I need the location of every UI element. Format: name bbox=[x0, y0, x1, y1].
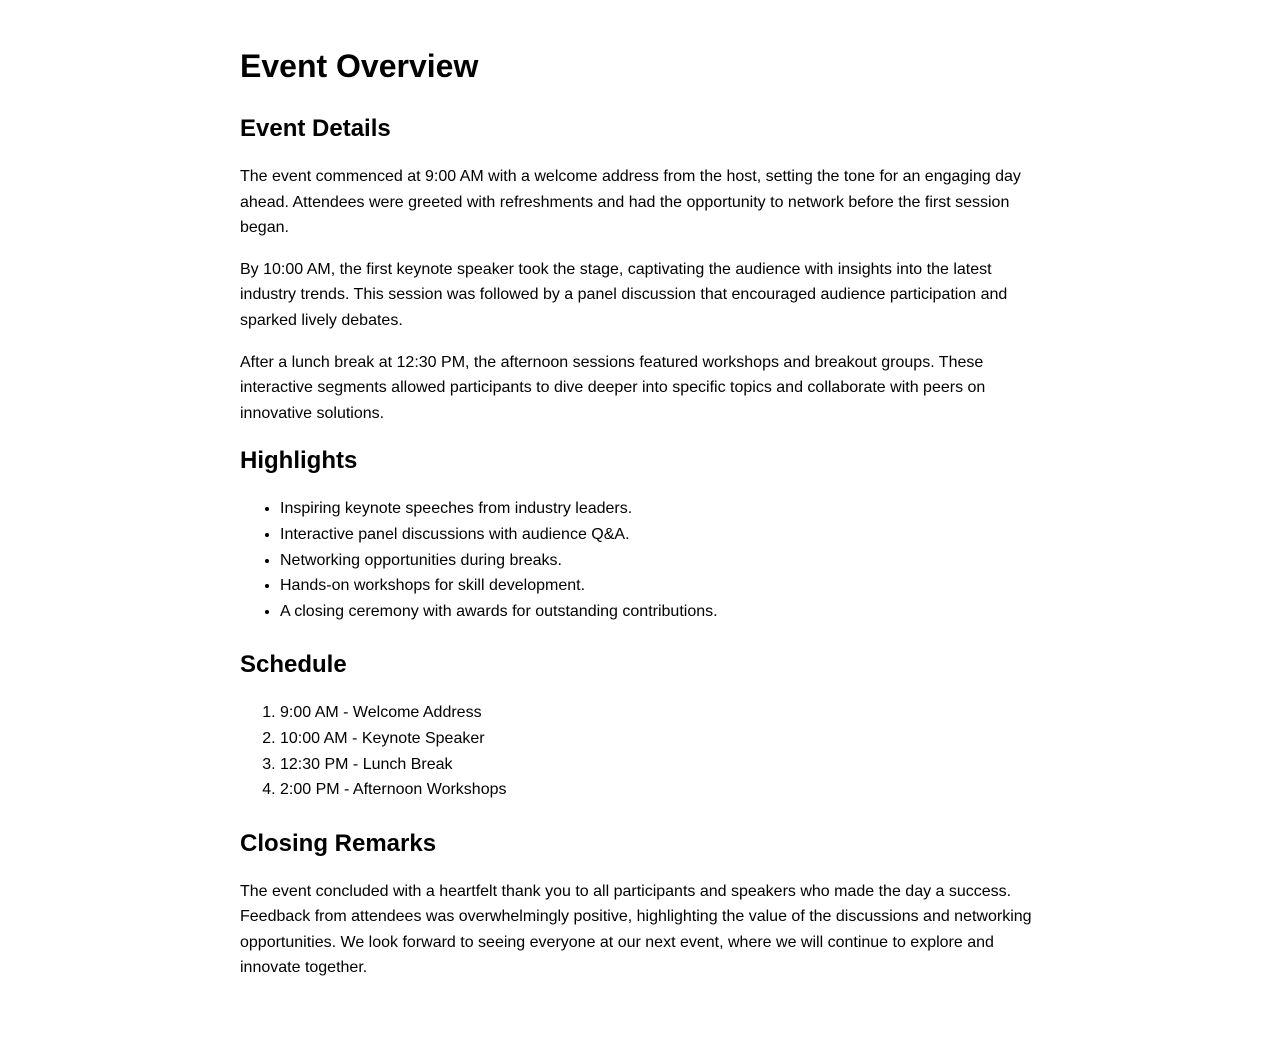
page-title: Event Overview bbox=[240, 48, 479, 84]
closing-section bbox=[240, 829, 1040, 981]
closing-heading: Closing Remarks bbox=[240, 829, 437, 857]
event-details-section bbox=[240, 114, 1040, 426]
event-details-heading: Event Details bbox=[240, 115, 391, 142]
event-details-paragraph: By 10:00 AM, the first keynote speaker took the stage, captivating the audience with insights into the latest industry trends. This session was followed by a panel discussion that encouraged audience participation and sparked lively debates. bbox=[240, 260, 1008, 329]
list-item: 2. 10:00 AM - Keynote Speaker bbox=[280, 726, 1040, 752]
event-details-paragraph: The event commenced at 9:00 AM with a welcome address from the host, setting the tone for an engaging day ahead. Attendees were greeted with refreshments and had the opportunity to network before the first session began. bbox=[240, 168, 1021, 237]
schedule-section bbox=[240, 650, 1040, 802]
schedule-heading: Schedule bbox=[240, 651, 347, 679]
highlights-section bbox=[240, 446, 1040, 624]
list-item: • Interactive panel discussions with audience Q&A. bbox=[280, 522, 1040, 548]
list-item: • Networking opportunities during breaks. bbox=[280, 548, 1040, 574]
highlights-heading: Highlights bbox=[240, 447, 358, 475]
list-item: • Inspiring keynote speeches from industry leaders. bbox=[280, 496, 1040, 522]
list-item: • A closing ceremony with awards for outstanding contributions. bbox=[280, 599, 1040, 625]
list-item: 3. 12:30 PM - Lunch Break bbox=[280, 752, 1040, 778]
list-item: 4. 2:00 PM - Afternoon Workshops bbox=[280, 777, 1040, 803]
highlights-list bbox=[240, 496, 1040, 624]
list-item: • Hands-on workshops for skill development. bbox=[280, 573, 1040, 599]
closing-paragraph: The event concluded with a heartfelt thank you to all participants and speakers who made the day a success. Feedback from attendees was overwhelmingly positive, highlighting the value of the discussions and networking opportunities. We look forward to seeing everyone at our next event, where we will continue to explore and innovate together. bbox=[240, 882, 1032, 977]
list-item: 1. 9:00 AM - Welcome Address bbox=[280, 700, 1040, 726]
document-container bbox=[240, 0, 1040, 981]
event-details-paragraph: After a lunch break at 12:30 PM, the afternoon sessions featured workshops and breakout groups. These interactive segments allowed participants to dive deeper into specific topics and collaborate with peers on innovative solutions. bbox=[240, 353, 986, 422]
schedule-list bbox=[240, 700, 1040, 802]
